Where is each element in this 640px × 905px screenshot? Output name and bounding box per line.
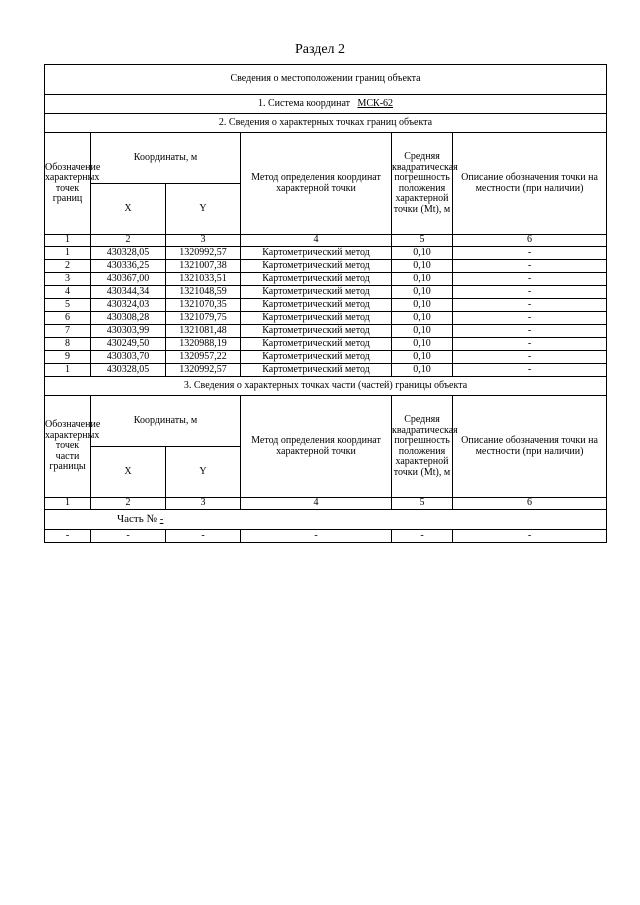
part-cell: - bbox=[392, 530, 453, 543]
point-method: Картометрический метод bbox=[241, 247, 392, 260]
point-number: 5 bbox=[45, 299, 91, 312]
header-method-2: Метод определения координат характерной точки bbox=[241, 396, 392, 498]
column-number: 5 bbox=[392, 498, 453, 510]
point-y: 1321007,38 bbox=[166, 260, 241, 273]
header-description: Описание обозначения точки на местности (при наличии) bbox=[453, 133, 607, 235]
point-y: 1321048,59 bbox=[166, 286, 241, 299]
point-description: - bbox=[453, 299, 607, 312]
point-y: 1321070,35 bbox=[166, 299, 241, 312]
point-x: 430303,99 bbox=[91, 325, 166, 338]
column-number: 4 bbox=[241, 498, 392, 510]
point-number: 1 bbox=[45, 364, 91, 377]
point-x: 430324,03 bbox=[91, 299, 166, 312]
boundary-table bbox=[44, 64, 607, 543]
point-error: 0,10 bbox=[392, 325, 453, 338]
point-y: 1321081,48 bbox=[166, 325, 241, 338]
point-number: 3 bbox=[45, 273, 91, 286]
point-method: Картометрический метод bbox=[241, 286, 392, 299]
column-number: 3 bbox=[166, 498, 241, 510]
point-error: 0,10 bbox=[392, 299, 453, 312]
header-error-2: Средняя квадратическая погрешность положения характерной точки (Mt), м bbox=[392, 396, 453, 498]
header-coordinates: Координаты, м bbox=[91, 133, 241, 184]
coord-system-label: 1. Система координат bbox=[257, 97, 350, 109]
column-numbers-row bbox=[45, 235, 607, 247]
table-row bbox=[45, 338, 607, 351]
point-description: - bbox=[453, 312, 607, 325]
header-coordinates-2: Координаты, м bbox=[91, 396, 241, 447]
column-number: 2 bbox=[91, 498, 166, 510]
header-y: Y bbox=[166, 184, 241, 235]
point-y: 1320992,57 bbox=[166, 364, 241, 377]
point-y: 1320992,57 bbox=[166, 247, 241, 260]
column-number: 5 bbox=[392, 235, 453, 247]
point-method: Картометрический метод bbox=[241, 312, 392, 325]
column-number: 1 bbox=[45, 498, 91, 510]
page-title: Раздел 2 bbox=[294, 42, 346, 57]
point-x: 430328,05 bbox=[91, 364, 166, 377]
coord-system-value: МСК-62 bbox=[357, 97, 394, 109]
table-row bbox=[45, 312, 607, 325]
header-description-2: Описание обозначения точки на местности (при наличии) bbox=[453, 396, 607, 498]
point-x: 430328,05 bbox=[91, 247, 166, 260]
header-point-designation: Обозначение характерных точек границ bbox=[45, 133, 91, 235]
table-row bbox=[45, 325, 607, 338]
header-part-point-designation: Обозначение характерных точек части границы bbox=[45, 396, 91, 498]
part-label: Часть № bbox=[117, 512, 157, 525]
point-x: 430308,28 bbox=[91, 312, 166, 325]
point-x: 430367,00 bbox=[91, 273, 166, 286]
point-number: 8 bbox=[45, 338, 91, 351]
point-description: - bbox=[453, 351, 607, 364]
point-number: 6 bbox=[45, 312, 91, 325]
point-x: 430336,25 bbox=[91, 260, 166, 273]
point-number: 9 bbox=[45, 351, 91, 364]
part-number-row bbox=[45, 510, 607, 530]
point-method: Картометрический метод bbox=[241, 299, 392, 312]
section2-title: 2. Сведения о характерных точках границ объекта bbox=[45, 114, 607, 133]
point-error: 0,10 bbox=[392, 286, 453, 299]
point-error: 0,10 bbox=[392, 247, 453, 260]
point-method: Картометрический метод bbox=[241, 364, 392, 377]
point-y: 1321033,51 bbox=[166, 273, 241, 286]
point-x: 430249,50 bbox=[91, 338, 166, 351]
column-numbers-row-2 bbox=[45, 498, 607, 510]
table-row bbox=[45, 351, 607, 364]
point-y: 1320988,19 bbox=[166, 338, 241, 351]
point-error: 0,10 bbox=[392, 364, 453, 377]
table-row bbox=[45, 260, 607, 273]
table-row bbox=[45, 299, 607, 312]
point-description: - bbox=[453, 325, 607, 338]
part-cell: - bbox=[241, 530, 392, 543]
part-cell: - bbox=[91, 530, 166, 543]
point-description: - bbox=[453, 260, 607, 273]
header-error: Средняя квадратическая погрешность положения характерной точки (Mt), м bbox=[392, 133, 453, 235]
point-error: 0,10 bbox=[392, 312, 453, 325]
point-method: Картометрический метод bbox=[241, 260, 392, 273]
coord-system-row bbox=[45, 95, 607, 114]
point-number: 7 bbox=[45, 325, 91, 338]
section3-title: 3. Сведения о характерных точках части (частей) границы объекта bbox=[45, 377, 607, 396]
column-number: 6 bbox=[453, 498, 607, 510]
point-x: 430344,34 bbox=[91, 286, 166, 299]
header-x-2: X bbox=[91, 447, 166, 498]
table-row bbox=[45, 364, 607, 377]
part-cell: - bbox=[166, 530, 241, 543]
point-description: - bbox=[453, 273, 607, 286]
point-y: 1321079,75 bbox=[166, 312, 241, 325]
table-row bbox=[45, 273, 607, 286]
point-method: Картометрический метод bbox=[241, 338, 392, 351]
part-cell: - bbox=[453, 530, 607, 543]
table-row bbox=[45, 247, 607, 260]
header-method: Метод определения координат характерной точки bbox=[241, 133, 392, 235]
column-number: 2 bbox=[91, 235, 166, 247]
column-number: 6 bbox=[453, 235, 607, 247]
point-error: 0,10 bbox=[392, 338, 453, 351]
point-number: 2 bbox=[45, 260, 91, 273]
point-error: 0,10 bbox=[392, 260, 453, 273]
column-number: 3 bbox=[166, 235, 241, 247]
point-method: Картометрический метод bbox=[241, 273, 392, 286]
point-x: 430303,70 bbox=[91, 351, 166, 364]
point-description: - bbox=[453, 364, 607, 377]
point-description: - bbox=[453, 338, 607, 351]
point-method: Картометрический метод bbox=[241, 351, 392, 364]
column-number: 1 bbox=[45, 235, 91, 247]
point-error: 0,10 bbox=[392, 351, 453, 364]
point-number: 4 bbox=[45, 286, 91, 299]
point-error: 0,10 bbox=[392, 273, 453, 286]
table-row bbox=[45, 286, 607, 299]
column-number: 4 bbox=[241, 235, 392, 247]
point-description: - bbox=[453, 247, 607, 260]
table-title: Сведения о местоположении границ объекта bbox=[45, 65, 607, 95]
part-cell: - bbox=[45, 530, 91, 543]
point-method: Картометрический метод bbox=[241, 325, 392, 338]
part-data-row bbox=[45, 530, 607, 543]
header-y-2: Y bbox=[166, 447, 241, 498]
point-y: 1320957,22 bbox=[166, 351, 241, 364]
part-value: - bbox=[159, 512, 164, 525]
point-number: 1 bbox=[45, 247, 91, 260]
point-description: - bbox=[453, 286, 607, 299]
header-x: X bbox=[91, 184, 166, 235]
